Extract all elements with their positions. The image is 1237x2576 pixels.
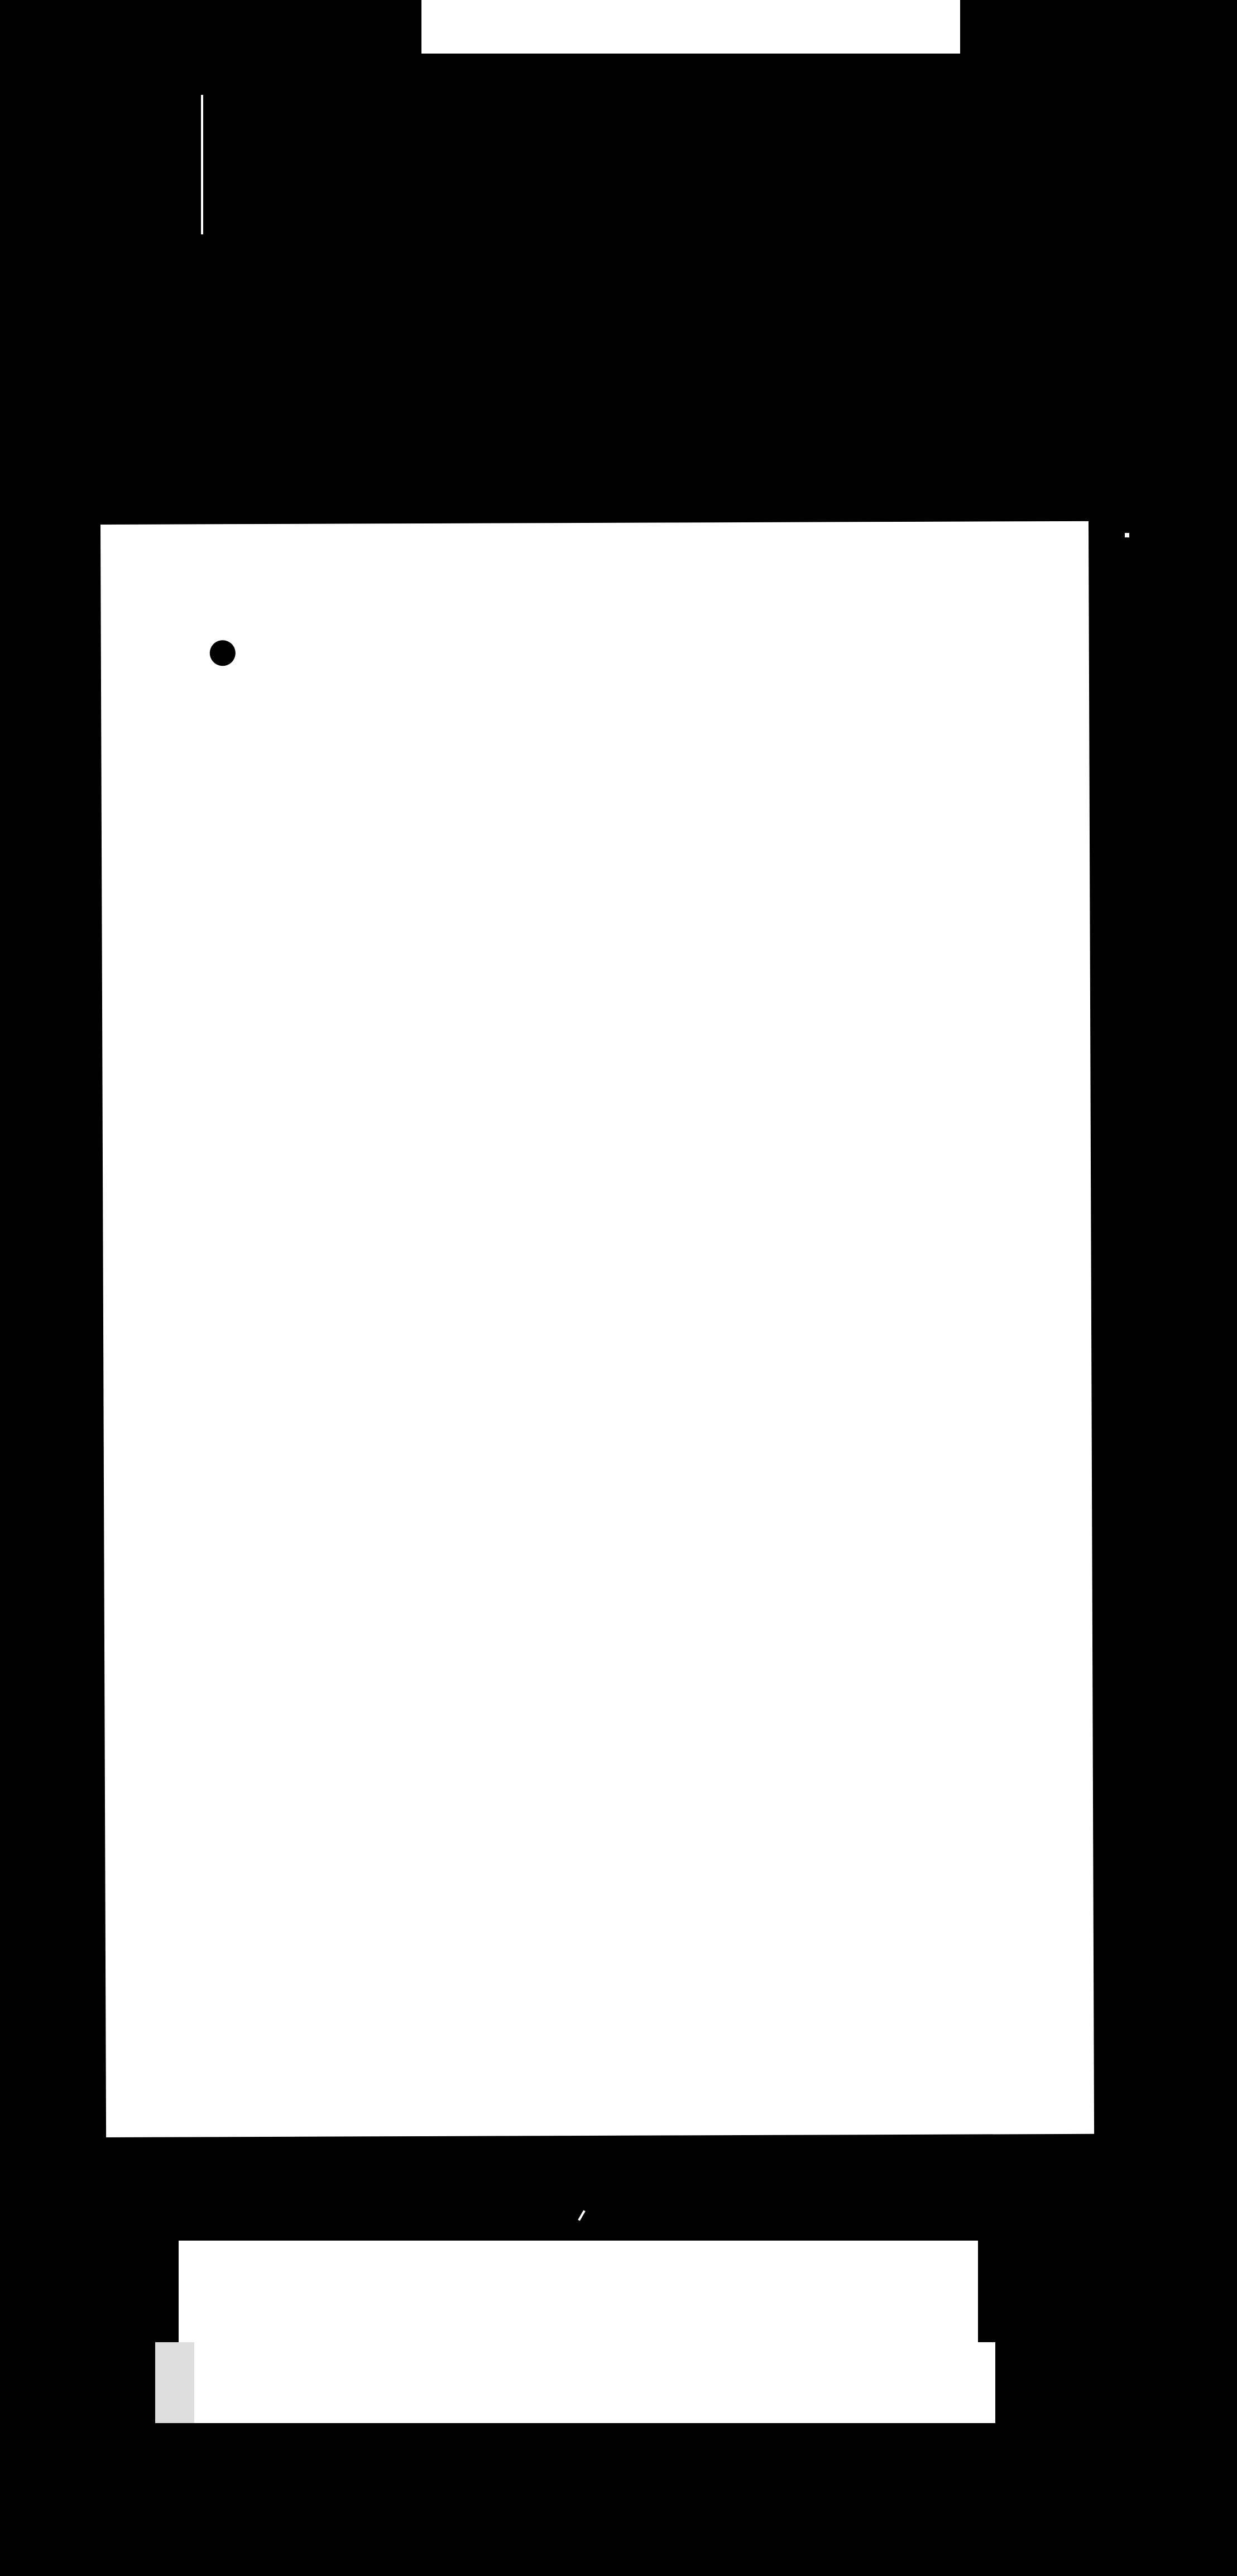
- document-page: [100, 521, 1094, 2137]
- qa-transcript: [100, 521, 1089, 525]
- archive-reference-label: [179, 2241, 978, 2342]
- film-scratch-mark: [201, 95, 203, 234]
- film-scratch-mark: [1125, 533, 1129, 537]
- frame-number-strip: [421, 0, 960, 54]
- film-scratch-mark: [578, 2210, 585, 2221]
- intro-line: [389, 753, 1058, 755]
- punch-hole: [210, 640, 236, 666]
- intro-paragraph: [389, 753, 1058, 755]
- national-archives-label: [155, 2342, 995, 2423]
- label-shade: [155, 2342, 194, 2423]
- intro-line: [389, 753, 1058, 755]
